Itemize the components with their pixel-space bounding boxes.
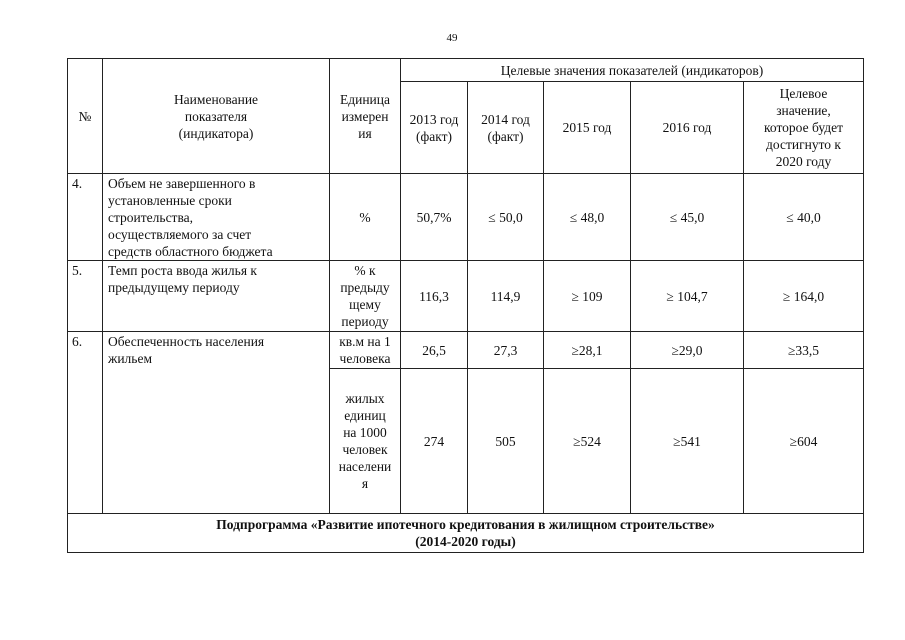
row6b-2014 <box>468 369 543 513</box>
row6-2015 <box>544 332 630 368</box>
header-unit-line: ия <box>358 125 372 141</box>
header-no <box>68 59 102 173</box>
row6-unit <box>330 332 400 368</box>
row4-name <box>108 175 329 260</box>
row6b-2016 <box>631 369 743 513</box>
row6b-2015 <box>544 369 630 513</box>
row6-2020 <box>744 332 863 368</box>
row-number: 4. <box>72 176 83 191</box>
header-2020 <box>744 82 863 173</box>
value-cell: ≥29,0 <box>671 342 703 358</box>
header-2013-line: (факт) <box>415 128 452 144</box>
header-name-line: (индикатора) <box>178 125 254 141</box>
header-2014-line: 2014 год <box>481 111 530 127</box>
row-unit-line: на 1000 <box>343 425 387 440</box>
table-border-right <box>863 58 864 553</box>
value-cell: ≥541 <box>673 433 701 449</box>
header-2020-line: значение, <box>776 103 831 118</box>
row4-2014 <box>468 174 543 260</box>
table-border-bottom <box>67 552 864 553</box>
row-unit-line: % к <box>354 263 376 278</box>
row-name-line: жильем <box>108 351 152 366</box>
header-unit-line: измерен <box>341 108 389 124</box>
row5-2020 <box>744 261 863 331</box>
value-cell: ≤ 48,0 <box>569 209 605 225</box>
value-cell: ≥33,5 <box>787 342 820 358</box>
header-2020-line: Целевое <box>779 86 828 101</box>
row-unit-line: жилых <box>345 391 385 406</box>
header-group-title <box>401 59 863 81</box>
row-unit-line: периоду <box>341 314 389 329</box>
row-unit-line: % <box>359 209 371 225</box>
row-name-line: средств областного бюджета <box>108 244 273 259</box>
row-unit-line: человека <box>339 351 391 366</box>
header-no-text: № <box>78 108 92 124</box>
value-cell: ≥ 164,0 <box>782 288 825 304</box>
row-name-line: установленные сроки <box>108 193 232 208</box>
header-2013 <box>401 82 467 173</box>
value-cell: ≥524 <box>573 433 601 449</box>
row-unit-line: населени <box>338 459 392 474</box>
row6-no <box>72 333 102 513</box>
header-2015 <box>544 82 630 173</box>
header-unit <box>330 59 400 173</box>
subprogram-title-line2: (2014-2020 годы) <box>415 534 516 549</box>
value-cell: 505 <box>495 433 516 449</box>
header-2015-text: 2015 год <box>562 120 612 135</box>
row6-2013 <box>401 332 467 368</box>
row4-2015 <box>544 174 630 260</box>
row5-2014 <box>468 261 543 331</box>
row4-2013 <box>401 174 467 260</box>
header-2014 <box>468 82 543 173</box>
value-cell: ≤ 50,0 <box>488 209 523 225</box>
row5-2015 <box>544 261 630 331</box>
value-cell: 114,9 <box>490 288 521 304</box>
value-cell: 116,3 <box>419 288 449 304</box>
value-cell: ≥ 109 <box>571 288 603 304</box>
header-2014-line: (факт) <box>487 128 524 144</box>
row6b-2020 <box>744 369 863 513</box>
value-cell: 26,5 <box>422 342 446 358</box>
header-2013-line: 2013 год <box>409 111 459 127</box>
row6b-2013 <box>401 369 467 513</box>
row-name-line: строительства, <box>108 210 194 225</box>
value-cell: ≤ 40,0 <box>786 209 821 225</box>
row-name-line: предыдущему периоду <box>108 280 240 295</box>
row-unit-line: предыду <box>340 280 390 295</box>
row6-2014 <box>468 332 543 368</box>
row-name-line: Обеспеченность населения <box>108 334 265 349</box>
row6b-unit <box>330 369 400 513</box>
row4-unit <box>330 174 400 260</box>
value-cell: 50,7% <box>416 209 452 225</box>
value-cell: ≥604 <box>789 433 818 449</box>
value-cell: 274 <box>423 433 445 449</box>
row-unit-line: щему <box>349 297 381 312</box>
row6-2016 <box>631 332 743 368</box>
row-number: 5. <box>72 263 83 278</box>
row-name-line: Темп роста ввода жилья к <box>108 263 257 278</box>
row5-2013 <box>401 261 467 331</box>
row-unit-line: я <box>361 476 369 491</box>
row5-2016 <box>631 261 743 331</box>
row4-no <box>72 175 102 260</box>
row-unit-line: кв.м на 1 <box>339 334 391 349</box>
header-name-line: показателя <box>184 108 248 124</box>
header-2016 <box>631 82 743 173</box>
row-name-line: осуществляемого за счет <box>108 227 252 242</box>
header-unit-line: Единица <box>339 91 390 107</box>
row4-2020 <box>744 174 863 260</box>
row5-unit <box>330 261 400 331</box>
header-2016-text: 2016 год <box>662 120 712 135</box>
header-2020-line: которое будет <box>764 120 843 135</box>
subprogram-title <box>68 514 863 552</box>
subprogram-title-line1: Подпрограмма «Развитие ипотечного кредитования в жилищном строительстве» <box>216 517 715 532</box>
value-cell: ≤ 45,0 <box>669 209 705 225</box>
row4-2016 <box>631 174 743 260</box>
row-number: 6. <box>72 334 83 349</box>
header-2020-line: 2020 году <box>775 154 832 169</box>
row5-no <box>72 262 102 331</box>
value-cell: ≥28,1 <box>571 342 603 358</box>
header-group-title-text: Целевые значения показателей (индикаторов) <box>500 62 764 78</box>
header-name-line: Наименование <box>173 91 259 107</box>
row5-name <box>108 262 329 331</box>
row-name-line: Объем не завершенного в <box>108 176 256 191</box>
value-cell: 27,3 <box>493 342 518 358</box>
value-cell: ≥ 104,7 <box>666 288 708 304</box>
header-2020-line: достигнуто к <box>766 137 841 152</box>
row-unit-line: человек <box>342 442 388 457</box>
row-unit-line: единиц <box>344 408 386 423</box>
page-number: 49 <box>446 32 458 44</box>
row6-name <box>108 333 329 513</box>
header-name <box>103 59 329 173</box>
